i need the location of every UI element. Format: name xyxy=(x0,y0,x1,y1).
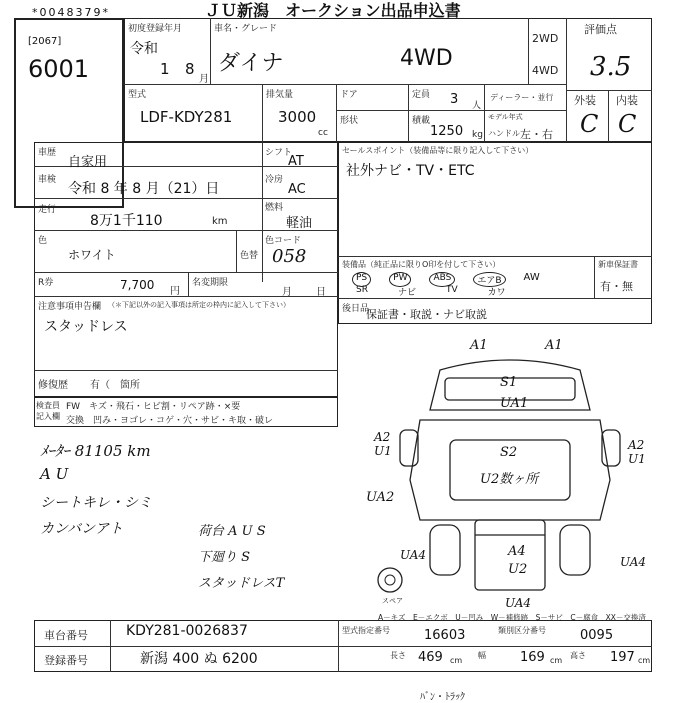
length-value: 469 xyxy=(418,650,443,665)
hw-mileage: ﾒｰﾀｰ 81105 km xyxy=(40,442,151,460)
inspection-value: 令和 8 年 8 月（21）日 xyxy=(68,181,220,197)
accessories-value: 保証書・取説・ナビ取説 xyxy=(366,308,487,321)
recycle-value: 7,700 xyxy=(120,278,155,292)
inspect-label: 検査員 記入欄 xyxy=(36,401,60,421)
class-label: 類別区分番号 xyxy=(498,626,546,635)
mark-ua4-right: UA4 xyxy=(620,555,647,569)
meigi-label: 名変期限 xyxy=(192,278,229,288)
dealer-label: ディーラー・並行 xyxy=(490,93,554,102)
fuel-label: 燃料 xyxy=(265,203,284,213)
type-no-value: 16603 xyxy=(424,628,466,643)
class-value: 0095 xyxy=(580,628,614,643)
hw-studless: スタッドレスT xyxy=(198,576,285,591)
new-warranty-value: 有・無 xyxy=(600,280,633,293)
equip-sr: SR xyxy=(356,285,368,295)
shift-label: シフト xyxy=(265,148,293,158)
height-label: 高さ xyxy=(570,651,586,660)
mileage-value: 8万1千110 xyxy=(90,213,163,229)
equipment-sub-row xyxy=(356,285,506,298)
equip-navi: ナビ xyxy=(397,288,416,298)
color-value: ホワイト xyxy=(68,248,116,262)
notes-value: スタッドレス xyxy=(44,319,128,335)
form-title: ＪＵ新潟 オークション出品申込書 xyxy=(205,1,461,20)
color-code-value: 058 xyxy=(272,246,307,267)
registration-label: 初度登録年月 xyxy=(128,24,183,34)
fuel-value: 軽油 xyxy=(286,216,313,231)
load-label: 積載 xyxy=(412,116,431,126)
meigi-day: 日 xyxy=(316,287,326,298)
mileage-label: 走行 xyxy=(38,205,57,215)
score-label: 評価点 xyxy=(584,23,617,36)
mark-s1: S1 xyxy=(500,375,518,390)
repair-value: 有（ 箇所 xyxy=(90,380,140,391)
accessories-label: 後日品 xyxy=(342,304,370,314)
equip-abs: ABS xyxy=(429,272,455,287)
capacity-unit: 人 xyxy=(472,101,482,111)
equip-tv: TV xyxy=(445,285,458,295)
type-no-label: 型式指定番号 xyxy=(342,626,390,635)
drive-opt-4wd: 4WD xyxy=(532,64,559,77)
chassis-value: KDY281-0026837 xyxy=(126,623,248,639)
mark-front-left: A1 xyxy=(470,338,488,353)
mark-u2-bottom: U2 xyxy=(508,562,528,577)
mark-a4: A4 xyxy=(508,544,526,559)
equip-ps: PS xyxy=(352,272,371,287)
footer-label: ﾊﾞﾝ・ﾄﾗｯｸ xyxy=(420,692,465,703)
doors-label: ドア xyxy=(340,90,358,100)
spare-label: スペア xyxy=(382,597,403,605)
color-label: 色 xyxy=(38,236,48,246)
displacement-value: 3000 xyxy=(278,108,317,126)
displacement-label: 排気量 xyxy=(266,90,294,100)
handle-label: ハンドル xyxy=(488,129,520,138)
hw-kanban: カンバンアト xyxy=(40,521,124,537)
registration-era: 令和 xyxy=(130,41,158,57)
mark-side-right: A2 U1 xyxy=(628,438,646,466)
capacity-value: 3 xyxy=(450,92,459,107)
shift-value: AT xyxy=(288,154,304,169)
mark-u2-multiple: U2数ヶ所 xyxy=(480,472,539,487)
hw-au: A U xyxy=(40,465,69,483)
damage-legend: A－キズ E－エクボ U－凹み W－補修跡 S－サビ C－腐食 XX－交換済 xyxy=(378,613,646,622)
model-label: 型式 xyxy=(128,90,147,100)
equip-aw: AW xyxy=(523,272,540,283)
barcode-serial: *0048379* xyxy=(32,6,110,19)
height-unit: cm xyxy=(638,656,651,665)
handle-value: 左・右 xyxy=(520,128,553,141)
ext-label: 外装 xyxy=(574,94,596,107)
width-value: 169 xyxy=(520,650,545,665)
lot-code: [2067] xyxy=(28,36,62,47)
mark-ua4-left: UA4 xyxy=(400,548,427,562)
ext-grade: C xyxy=(580,110,599,138)
mark-ua1: UA1 xyxy=(500,396,529,411)
shape-label: 形状 xyxy=(340,116,359,126)
hw-bed: 荷台 A U S xyxy=(198,524,266,539)
car-label: 車名・グレード xyxy=(214,24,278,34)
width-unit: cm xyxy=(550,656,563,665)
hw-seat: シートキレ・シミ xyxy=(40,495,152,511)
inspection-label: 車検 xyxy=(38,175,57,185)
color-change-label: 色替 xyxy=(240,251,259,261)
sales-point-value: 社外ナビ・TV・ETC xyxy=(346,163,475,179)
drive-opt-2wd: 2WD xyxy=(532,32,559,45)
car-drive: 4WD xyxy=(400,46,453,71)
inspect-row1: FW キズ・飛石・ヒビ割・リペア跡・×要 xyxy=(66,402,241,412)
model-year-label: モデル年式 xyxy=(488,113,523,121)
hw-under: 下廻り S xyxy=(198,550,251,565)
equip-leather: カワ xyxy=(487,288,506,298)
load-unit: kg xyxy=(472,130,483,140)
int-grade: C xyxy=(618,110,637,138)
car-name: ダイナ xyxy=(218,51,284,76)
repair-label: 修復歴 xyxy=(38,380,68,391)
mark-ua2: UA2 xyxy=(366,490,395,505)
length-unit: cm xyxy=(450,656,463,665)
mark-front-right: A1 xyxy=(545,338,563,353)
registration-year: 1 xyxy=(160,60,170,78)
chassis-label: 車台番号 xyxy=(44,629,88,642)
usage-value: 自家用 xyxy=(68,155,108,170)
lot-number: 6001 xyxy=(28,55,90,83)
mileage-unit: km xyxy=(212,216,228,227)
color-code-label: 色コード xyxy=(265,236,302,246)
equip-airbag: エアB xyxy=(473,272,505,287)
ac-value: AC xyxy=(288,182,306,197)
model-value: LDF-KDY281 xyxy=(140,108,233,126)
int-label: 内装 xyxy=(616,94,638,107)
new-warranty-label: 新車保証書 xyxy=(598,260,638,269)
score-value: 3.5 xyxy=(590,52,632,82)
displacement-unit: cc xyxy=(318,128,328,138)
sales-point-label: セールスポイント（装備品等に限り記入して下さい） xyxy=(342,146,534,155)
registration-month-suffix: 月 xyxy=(199,74,209,85)
width-label: 幅 xyxy=(478,651,486,660)
length-label: 長さ xyxy=(390,651,406,660)
mark-ua4-bottom: UA4 xyxy=(505,596,532,610)
recycle-label: R券 xyxy=(38,278,54,288)
inspect-row2: 交換 凹み・ヨゴレ・コゲ・穴・サビ・キ取・破レ xyxy=(66,416,274,426)
mark-side-left: A2 U1 xyxy=(374,430,392,458)
height-value: 197 xyxy=(610,650,635,665)
recycle-unit: 円 xyxy=(170,286,180,297)
usage-label: 車歴 xyxy=(38,148,57,158)
meigi-month: 月 xyxy=(282,287,292,298)
ac-label: 冷房 xyxy=(265,175,284,185)
equip-pw: PW xyxy=(389,272,411,287)
registration-month: 8 xyxy=(185,60,195,78)
equipment-label: 装備品（純正品に限りO印を付して下さい） xyxy=(342,260,501,269)
notes-sub: （＊下記以外の記入事項は所定の枠内に記入して下さい） xyxy=(108,301,290,309)
capacity-label: 定員 xyxy=(412,90,431,100)
notes-label: 注意事項申告欄 xyxy=(38,302,102,312)
plate-label: 登録番号 xyxy=(44,654,88,667)
load-value: 1250 xyxy=(430,124,464,139)
mark-s2: S2 xyxy=(500,445,518,460)
plate-value: 新潟 400 ぬ 6200 xyxy=(140,651,258,667)
